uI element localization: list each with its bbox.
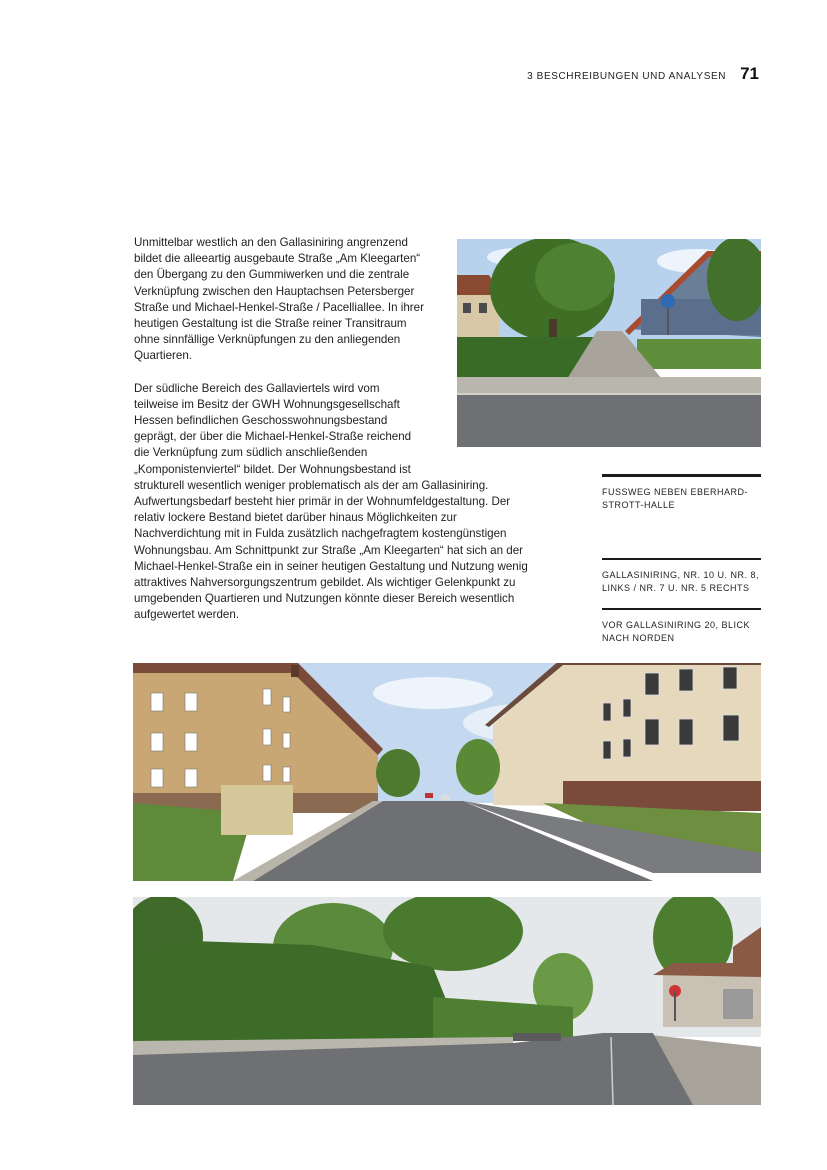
photo-gallasiniring-street [133,663,761,881]
caption-rule [602,474,761,477]
caption-footpath [602,474,761,511]
caption-gallasiniring-20-text: VOR GALLASINIRING 20, BLICK NACH NORDEN [602,620,751,643]
photo-gallasiniring-street-image [133,663,761,881]
photo-footpath [457,239,761,447]
caption-footpath-text: FUSSWEG NEBEN EBERHARD-STROTT-HALLE [602,487,749,510]
section-label: 3 BESCHREIBUNGEN UND ANALYSEN [527,71,727,82]
caption-gallasiniring-20 [602,608,761,644]
running-head [527,64,759,84]
photo-gallasiniring-north-image [133,897,761,1105]
page-number: 71 [740,64,759,83]
photo-gallasiniring-north [133,897,761,1105]
caption-rule [602,558,761,560]
paragraph-2: Der südliche Bereich des Gallaviertels wird vom teilweise im Besitz der GWH Wohnungsgesellschaft Hessen befindlichen Geschosswohnungsbestand geprägt, der über die Michael-Henkel-Straße reichend die Verknüpfung zum südlich anschließenden „Komponistenviertel“ bildet. Der Wohnungsbestand ist strukturell wesentlich weniger problematisch als der am Gallasiniring. Aufwertungsbedarf besteht hier primär in der Wohnumfeldgestaltung. Der relativ lockere Bestand bietet darüber hinaus Möglichkeiten zur Nachverdichtung mit in Fulda zusätzlich nachgefragtem kostengünstigen Wohnungsbau. Am Schnittpunkt zur Straße „Am Kleegarten“ hat sich an der Michael-Henkel-Straße ein in seiner heutigen Gestaltung und Nutzung wenig attraktives Nahversorgungszentrum gebildet. Als wichtiger Gelenkpunkt zu umgebenden Quartieren und Nutzungen könnte dieser Bereich wesentlich aufgewertet werden. [134,381,528,622]
caption-gallasiniring-10-text: GALLASINIRING, NR. 10 U. NR. 8, LINKS / NR. 7 U. NR. 5 RECHTS [602,570,760,593]
caption-rule [602,608,761,610]
caption-gallasiniring-10 [602,558,761,594]
paragraph-1: Unmittelbar westlich an den Gallasiniring angrenzend bildet die alleeartig ausgebaute Straße „Am Kleegarten“ den Übergang zu den Gummiwerken und die zentrale Verknüpfung zwischen den Hauptachsen Petersberger Straße und Michael-Henkel-Straße / Pacelliallee. In ihrer heutigen Gestaltung ist die Straße reiner Transitraum ohne sinnfällige Verknüpfungen zu den anliegenden Quartieren. [134,236,424,363]
photo-footpath-image [457,239,761,447]
